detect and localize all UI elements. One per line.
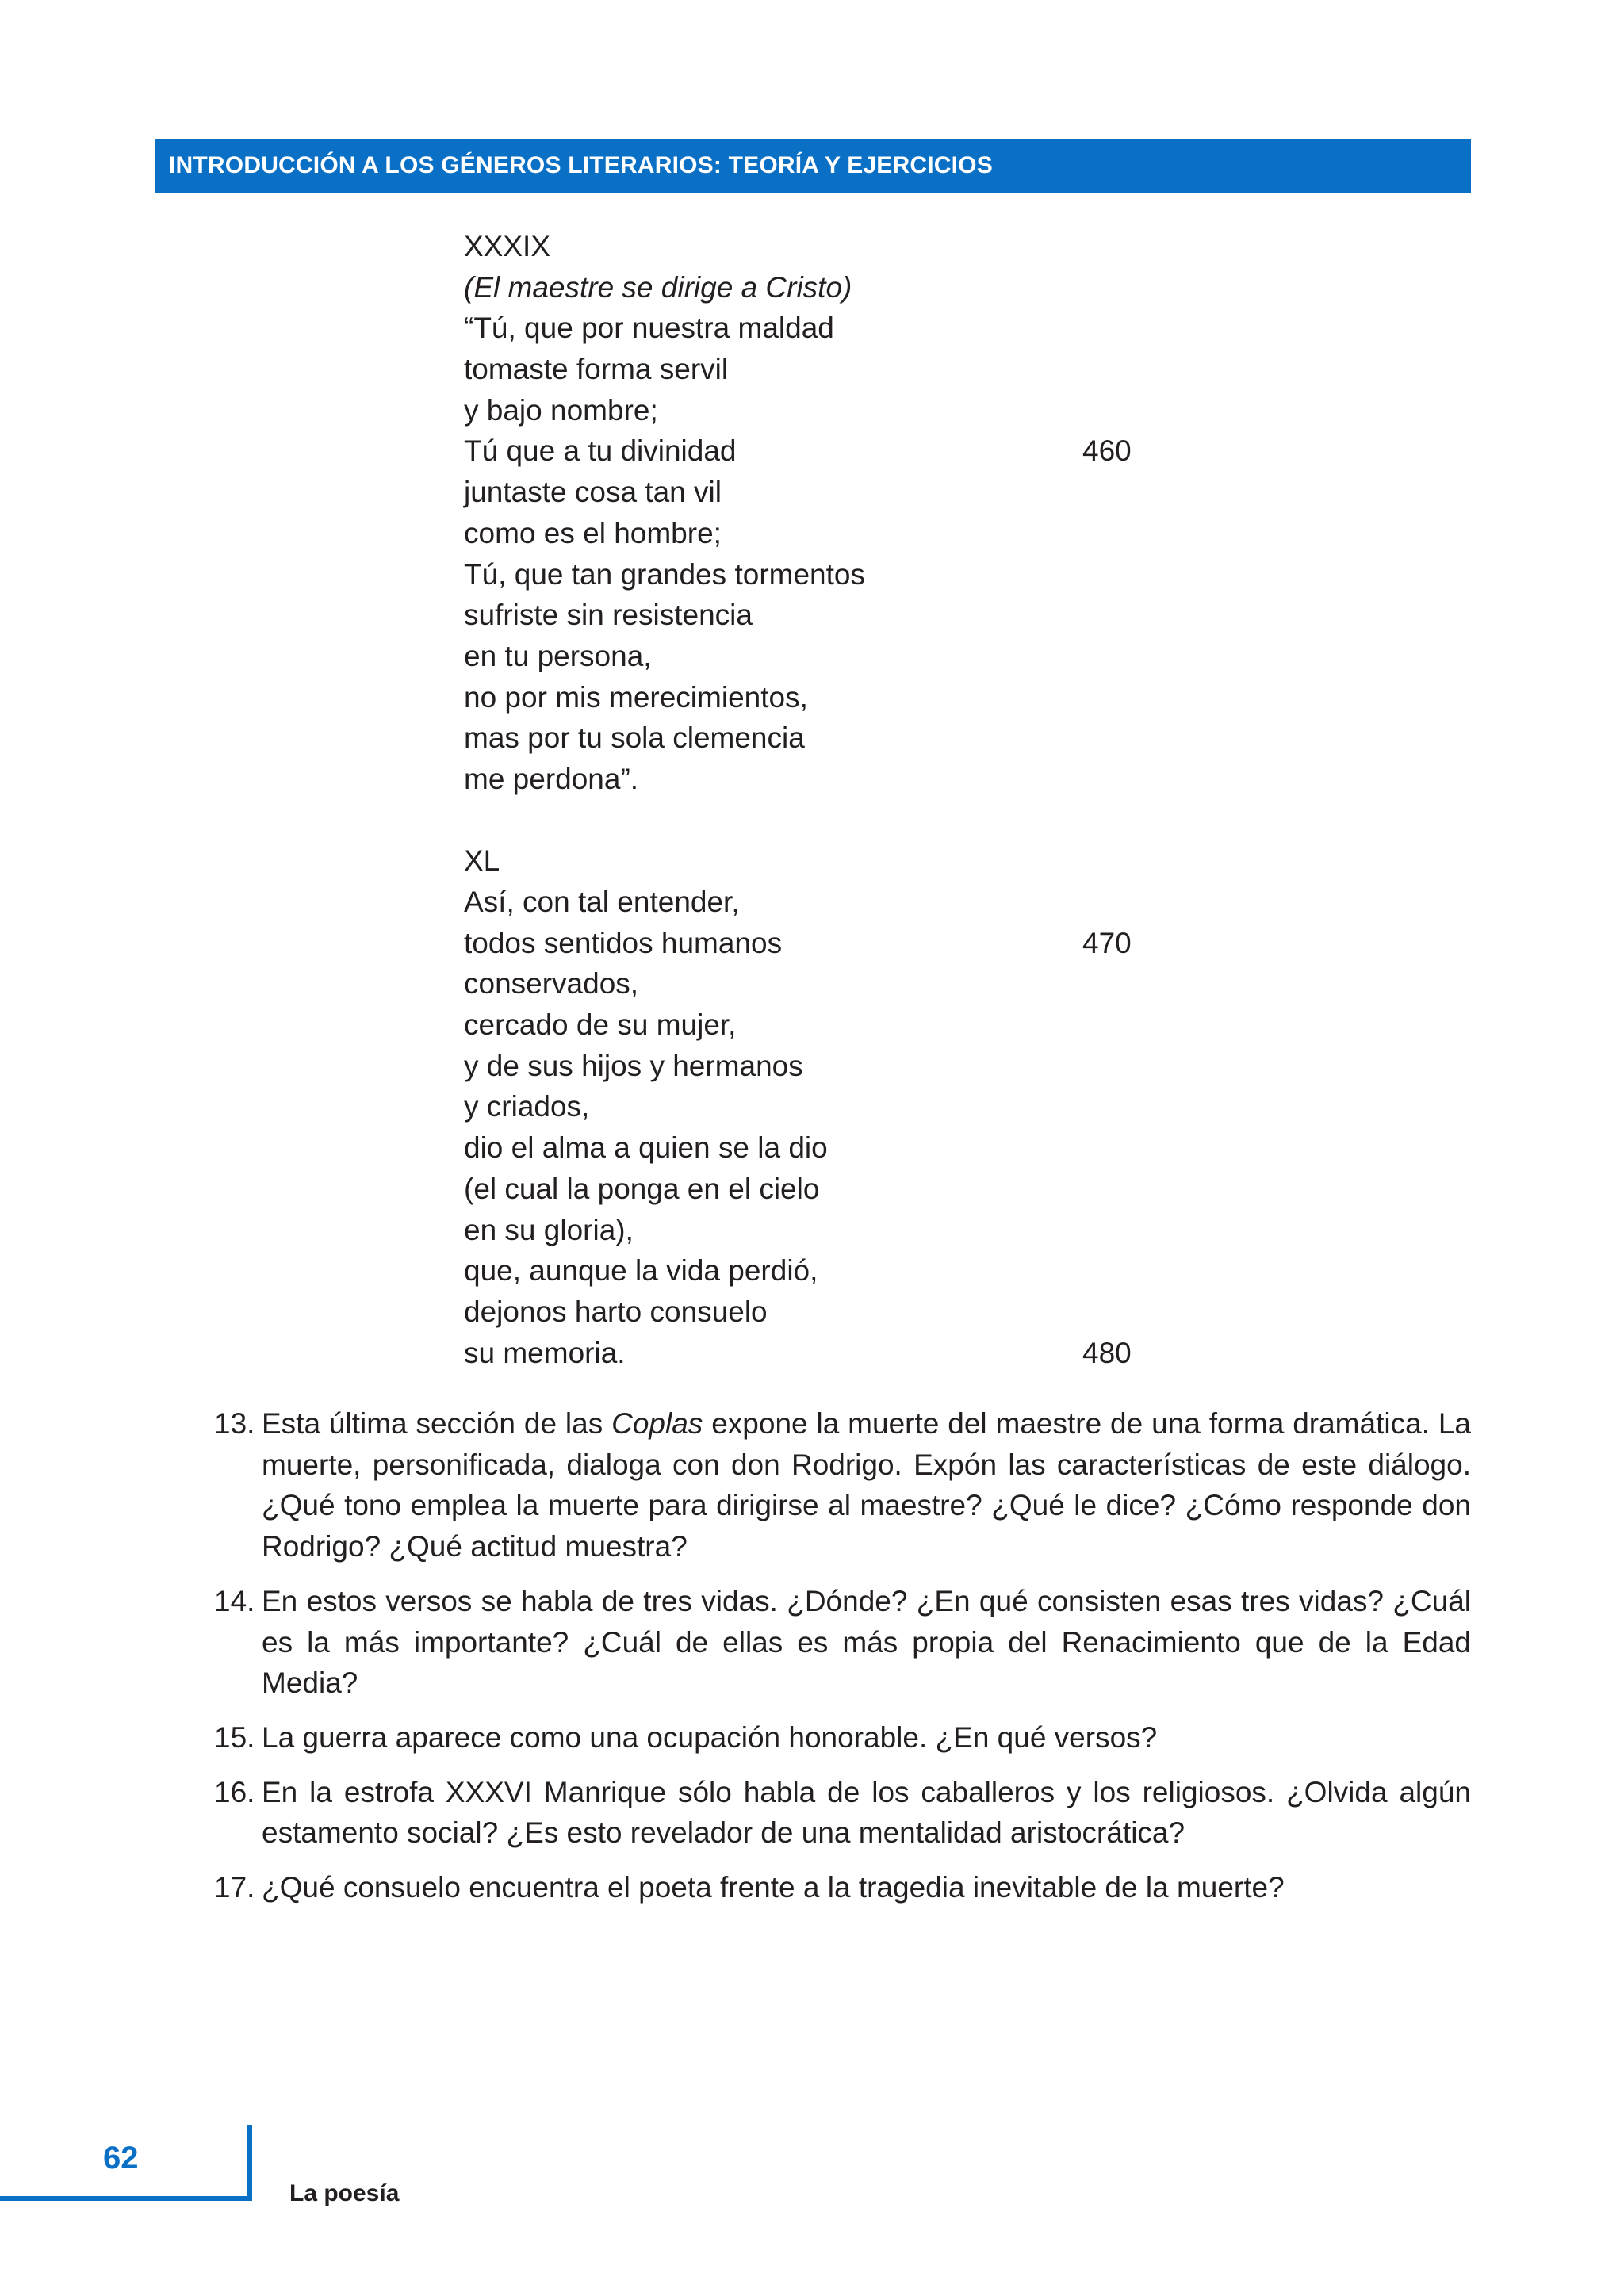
verse-line	[464, 923, 1178, 964]
verse-line	[464, 1004, 1178, 1046]
verse-text: Tú que a tu divinidad	[464, 434, 737, 468]
verse-line	[464, 963, 1178, 1004]
verse-line	[464, 1210, 1178, 1251]
verse-line	[464, 267, 1178, 308]
verse-text: mas por tu sola clemencia	[464, 721, 805, 755]
question-item	[214, 1717, 1471, 1758]
verse-line	[464, 554, 1178, 595]
verse-text: que, aunque la vida perdió,	[464, 1254, 818, 1288]
question-number: 13.	[214, 1407, 255, 1440]
question-text-part: Esta última sección de las	[262, 1407, 612, 1440]
verse-text: en su gloria),	[464, 1213, 634, 1246]
verse-line	[464, 677, 1178, 718]
verse-text: (el cual la ponga en el cielo	[464, 1172, 820, 1205]
verse-line	[464, 882, 1178, 923]
question-emphasis: Coplas	[611, 1407, 703, 1440]
question-text-part: La guerra aparece como una ocupación honorable. ¿En qué versos?	[262, 1720, 1158, 1754]
question-text-part: En la estrofa XXXVI Manrique sólo habla de los caballeros y los religiosos. ¿Olvida algún estamento social? ¿Es esto revelador de una mentalidad aristocrática?	[262, 1775, 1471, 1850]
verse-line-number: 470	[1082, 926, 1132, 959]
verse-line	[464, 759, 1178, 800]
question-text-part: En estos versos se habla de tres vidas. ¿Dónde? ¿En qué consisten esas tres vidas? ¿Cuál es la más importante? ¿Cuál de ellas es más propia del Renacimiento que de la Edad Media?	[262, 1584, 1471, 1700]
verse-line	[464, 636, 1178, 677]
verse-line	[464, 308, 1178, 349]
verse-text: todos sentidos humanos	[464, 926, 783, 959]
verse-line	[464, 1127, 1178, 1169]
verse-text: cercado de su mujer,	[464, 1008, 737, 1042]
verse-line	[464, 1250, 1178, 1292]
question-text	[262, 1407, 1471, 1563]
verse-line-number: 480	[1082, 1336, 1132, 1369]
section-name: La poesía	[289, 2180, 400, 2206]
verse-text: no por mis merecimientos,	[464, 680, 808, 714]
footer-divider-horizontal	[0, 2196, 252, 2201]
verse-line	[464, 1333, 1178, 1374]
question-number: 16.	[214, 1775, 255, 1808]
question-number: 15.	[214, 1720, 255, 1754]
verse-text: XXXIX	[464, 230, 550, 262]
verse-line-number: 460	[1082, 434, 1132, 468]
verse-text: tomaste forma servil	[464, 353, 729, 386]
poem-verses	[464, 226, 1178, 1373]
verse-text: juntaste cosa tan vil	[464, 476, 722, 509]
footer-divider-vertical	[247, 2125, 252, 2201]
question-text	[262, 1585, 1471, 1699]
question-text-part: ¿Qué consuelo encuentra el poeta frente a la tragedia inevitable de la muerte?	[262, 1871, 1285, 1904]
verse-text: Así, con tal entender,	[464, 886, 740, 918]
question-item	[214, 1867, 1471, 1908]
verse-text: como es el hombre;	[464, 516, 722, 549]
question-text	[262, 1721, 1157, 1754]
verse-text: su memoria.	[464, 1336, 626, 1369]
verse-line	[464, 1169, 1178, 1210]
verse-line	[464, 226, 1178, 267]
verse-text: dejonos harto consuelo	[464, 1295, 768, 1328]
verse-text: “Tú, que por nuestra maldad	[464, 312, 834, 345]
verse-text: conservados,	[464, 967, 639, 1001]
question-number: 17.	[214, 1871, 255, 1904]
page-number: 62	[103, 2141, 139, 2175]
verse-line	[464, 595, 1178, 636]
verse-line	[464, 430, 1178, 472]
question-item	[214, 1403, 1471, 1567]
stanza-gap	[464, 800, 1178, 841]
verse-text: Tú, que tan grandes tormentos	[464, 557, 865, 591]
verse-text: dio el alma a quien se la dio	[464, 1131, 828, 1165]
header-title: INTRODUCCIÓN A LOS GÉNEROS LITERARIOS: TEORÍA Y EJERCICIOS	[169, 152, 993, 178]
question-text-part: expone la muerte del maestre de una forma dramática. La muerte, personificada, dialoga con don Rodrigo. Expón las características de este diálogo. ¿Qué tono emplea la muerte para dirigirse al maestre? ¿Qué le dice? ¿Cómo responde don Rodrigo? ¿Qué actitud muestra?	[262, 1407, 1471, 1563]
verse-line	[464, 1046, 1178, 1087]
verse-text: y criados,	[464, 1090, 590, 1123]
verse-line	[464, 840, 1178, 882]
verse-line	[464, 349, 1178, 390]
verse-line	[464, 718, 1178, 759]
question-item	[214, 1581, 1471, 1704]
verse-text: (El maestre se dirige a Cristo)	[464, 270, 852, 304]
question-text	[262, 1871, 1285, 1904]
question-number: 14.	[214, 1584, 255, 1617]
question-list	[214, 1403, 1471, 1922]
verse-text: sufriste sin resistencia	[464, 599, 753, 632]
header-bar	[155, 139, 1471, 193]
verse-text: y de sus hijos y hermanos	[464, 1049, 803, 1082]
verse-line	[464, 1086, 1178, 1127]
verse-text: y bajo nombre;	[464, 393, 658, 427]
verse-line	[464, 472, 1178, 513]
verse-line	[464, 1292, 1178, 1333]
question-text	[262, 1776, 1471, 1850]
verse-text: en tu persona,	[464, 639, 652, 672]
question-item	[214, 1772, 1471, 1854]
verse-text: me perdona”.	[464, 762, 639, 795]
verse-text: XL	[464, 844, 500, 878]
verse-line	[464, 390, 1178, 431]
verse-line	[464, 513, 1178, 554]
